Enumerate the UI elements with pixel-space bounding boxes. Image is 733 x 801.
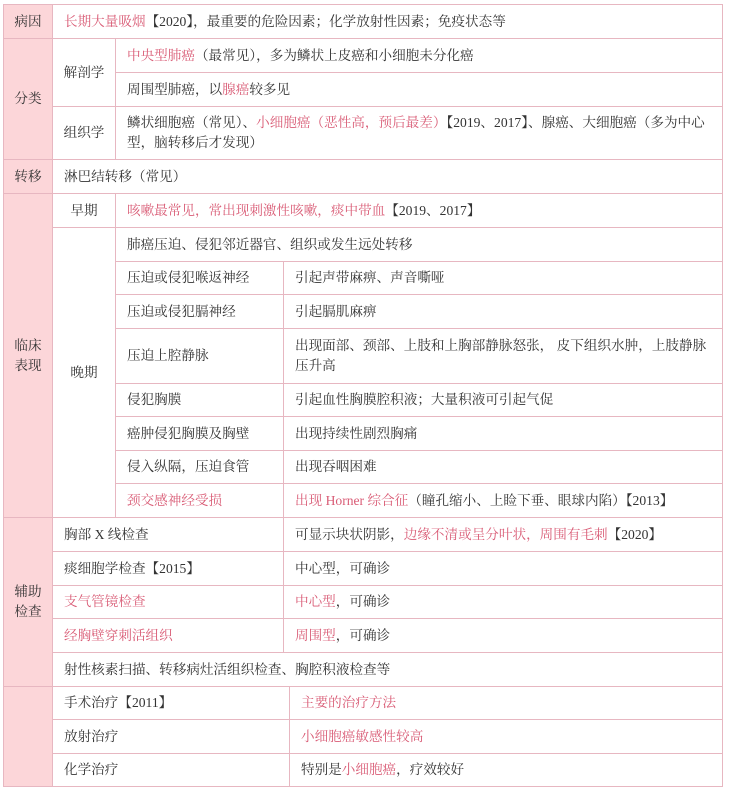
- late-effect-cell: [283, 261, 723, 295]
- section-label-clinical: [3, 193, 53, 518]
- exam-name-cell: [52, 551, 284, 586]
- sub-label-text: 解剖学: [63, 64, 105, 80]
- section-label-text: 辅助检查: [14, 584, 42, 619]
- exam-result-cell: [283, 585, 723, 619]
- late-cause-cell: [115, 483, 284, 518]
- section-label-treatment: [3, 686, 53, 787]
- anatomy-row-peripheral: [115, 72, 723, 107]
- exam-name: 胸部 X 线检查: [64, 526, 149, 542]
- body-text: （最常见），多为鳞状上皮癌和小细胞未分化癌: [194, 47, 474, 63]
- etiology-text: [64, 12, 506, 32]
- histology-text: [127, 113, 714, 153]
- treatment-note-cell: [289, 719, 723, 754]
- cause-text: 侵入纵隔，压迫食管: [127, 459, 250, 474]
- highlight-text: 小细胞癌（恶性高，预后最差）: [256, 115, 447, 130]
- treatment-name: 放射治疗: [64, 728, 119, 744]
- body-text: ，疗效较好: [396, 762, 465, 777]
- section-label-etiology: [3, 4, 53, 39]
- treatment-name-cell: [52, 753, 290, 787]
- section-label-exams: [3, 517, 53, 687]
- exam-name: 支气管镜检查: [64, 594, 146, 609]
- effect-text: 引起膈肌麻痹: [295, 303, 377, 319]
- other-exams-text: 射性核素扫描、转移病灶活组织检查、胸腔积液检查等: [64, 661, 391, 677]
- anatomy-text: [127, 80, 290, 100]
- section-label-text: 病因: [14, 13, 42, 29]
- sub-label-anatomy: [52, 38, 116, 107]
- body-text: 可显示块状阴影，: [295, 526, 404, 542]
- treatment-name-cell: [52, 719, 290, 754]
- effect-text: 出现吞咽困难: [295, 459, 377, 474]
- body-text: 特别是: [301, 762, 342, 777]
- exam-result-cell: [283, 517, 723, 552]
- highlight-text: 腺癌: [222, 81, 250, 97]
- exam-name: 经胸壁穿刺活组织: [64, 627, 173, 643]
- cause-text: 压迫或侵犯膈神经: [127, 303, 236, 319]
- late-effect-cell: [283, 294, 723, 329]
- treatment-note-cell: [289, 753, 723, 787]
- exam-result-cell: [283, 551, 723, 586]
- sub-label-text: 组织学: [63, 125, 105, 140]
- sub-label-text: 晚期: [70, 364, 98, 380]
- body-text: ，可确诊: [335, 627, 391, 643]
- treatment-name-cell: [52, 686, 290, 720]
- early-symptoms-text: [127, 201, 480, 221]
- cause-text: 癌肿侵犯胸膜及胸壁: [127, 425, 250, 441]
- body-text: 较多见: [249, 81, 291, 97]
- effect-text: 引起血性胸膜腔积液；大量积液可引起气促: [295, 392, 554, 407]
- anatomy-text: [127, 46, 474, 66]
- treatment-note: [301, 760, 464, 780]
- highlight-text: 咳嗽最常见，常出现刺激性咳嗽，痰中带血: [127, 202, 386, 218]
- late-summary-text: 肺癌压迫、侵犯邻近器官、组织或发生远处转移: [127, 236, 413, 252]
- highlight-text: 中央型肺癌: [127, 47, 195, 63]
- metastasis-cell: [52, 159, 723, 194]
- late-cause-cell: [115, 261, 284, 295]
- sub-label-histology: [52, 106, 116, 160]
- exam-name-cell: [52, 517, 284, 552]
- section-label-text: 转移: [14, 168, 42, 184]
- late-cause-cell: [115, 416, 284, 451]
- sub-label-text: 早期: [70, 202, 98, 218]
- metastasis-text: 淋巴结转移（常见）: [64, 168, 187, 184]
- sub-label-early: [52, 193, 116, 228]
- late-cause-cell: [115, 450, 284, 484]
- treatment-note-cell: [289, 686, 723, 720]
- treatment-note: 主要的治疗方法: [301, 695, 397, 710]
- effect-text: [295, 491, 673, 511]
- section-label-classification: [3, 38, 53, 160]
- late-cause-cell: [115, 294, 284, 329]
- highlight-text: 边缘不清或呈分叶状，周围有毛刺: [403, 526, 608, 542]
- anatomy-row-central: [115, 38, 723, 73]
- body-text: 【2019、2017】、腺癌、大细胞癌（多为中心型，脑转移后才发现）: [127, 115, 705, 150]
- exam-name: 痰细胞学检查【2015】: [64, 560, 200, 576]
- effect-text: 出现持续性剧烈胸痛: [295, 425, 418, 441]
- exam-result: [295, 525, 662, 545]
- late-effect-cell: [283, 328, 723, 384]
- highlight-text: 小细胞癌: [341, 762, 397, 777]
- body-text: 【2020】: [607, 526, 663, 542]
- etiology-cell: [52, 4, 723, 39]
- body-text: 【2019、2017】: [385, 202, 481, 218]
- effect-text: 出现面部、颈部、上肢和上胸部静脉怒张， 皮下组织水肿，上肢静脉压升高: [295, 338, 707, 373]
- exam-name-cell: [52, 618, 284, 653]
- section-label-text: 临床表现: [14, 337, 42, 373]
- sub-label-late: [52, 227, 116, 518]
- treatment-name: 手术治疗【2011】: [64, 695, 173, 710]
- cause-text: 压迫或侵犯喉返神经: [127, 270, 250, 285]
- section-label-metastasis: [3, 159, 53, 194]
- highlight-text: 出现 Horner 综合征: [295, 492, 409, 508]
- exam-result: 中心型，可确诊: [295, 560, 391, 576]
- late-effect-cell: [283, 450, 723, 484]
- cause-text: 压迫上腔静脉: [127, 348, 209, 363]
- body-text: 【2020】，最重要的危险因素；化学放射性因素；免疫状态等: [145, 13, 506, 29]
- exam-result: [295, 592, 390, 612]
- section-label-text: 分类: [14, 91, 42, 106]
- treatment-name: 化学治疗: [64, 762, 119, 777]
- early-symptoms-cell: [115, 193, 723, 228]
- late-cause-cell: [115, 383, 284, 417]
- body-text: ，可确诊: [335, 594, 391, 609]
- body-text: 鳞状细胞癌（常见）、: [127, 115, 257, 130]
- treatment-note: 小细胞癌敏感性较高: [301, 728, 424, 744]
- other-exams-cell: [52, 652, 723, 687]
- histology-cell: [115, 106, 723, 160]
- late-cause-cell: [115, 328, 284, 384]
- highlight-text: 中心型: [295, 594, 336, 609]
- body-text: 周围型肺癌，以: [127, 81, 223, 97]
- late-summary-cell: [115, 227, 723, 262]
- highlight-text: 长期大量吸烟: [64, 13, 146, 29]
- effect-text: 引起声带麻痹、声音嘶哑: [295, 270, 445, 285]
- exam-result: [295, 626, 390, 646]
- late-effect-cell: [283, 416, 723, 451]
- exam-name-cell: [52, 585, 284, 619]
- late-effect-cell: [283, 483, 723, 518]
- exam-result-cell: [283, 618, 723, 653]
- cause-text: 颈交感神经受损: [127, 492, 223, 508]
- highlight-text: 周围型: [295, 627, 336, 643]
- cause-text: 侵犯胸膜: [127, 392, 182, 407]
- late-effect-cell: [283, 383, 723, 417]
- body-text: （瞳孔缩小、上睑下垂、眼球内陷）【2013】: [408, 492, 674, 508]
